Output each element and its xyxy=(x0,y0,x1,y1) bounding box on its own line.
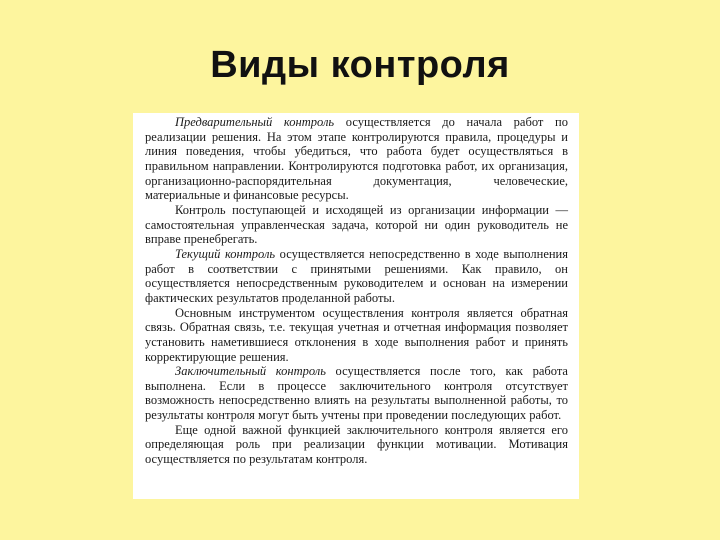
paragraph-preliminary-control xyxy=(145,115,568,203)
paragraph-text: Еще одной важной функцией заключительного контроля является его определяющая роль при реализации функции мотивации. Мотивация осуществляется по результатам контроля. xyxy=(145,422,568,467)
term-preliminary-control: Предварительный контроль xyxy=(175,115,335,129)
scanned-document-image xyxy=(133,113,579,499)
paragraph-text: Контроль поступающей и исходящей из организации информации — самостоятельная управленческая задача, которой ни один руководитель не вправе пренебрегать. xyxy=(145,202,568,247)
paragraph-current-control xyxy=(145,247,568,306)
paragraph-motivation xyxy=(145,423,568,467)
paragraph-feedback xyxy=(145,306,568,365)
slide-title: Виды контроля xyxy=(210,44,510,86)
paragraph-information-control xyxy=(145,203,568,247)
paragraph-text: Основным инструментом осуществления контроля является обратная связь. Обратная связь, т.е. текущая учетная и отчетная информация позволяет установить наметившиеся отклонения в ходе выполнения работ и принять корректирующие решения. xyxy=(145,305,568,364)
paragraph-text: осуществляется непосредственно в ходе выполнения работ в соответствии с принятыми решениями. Как правило, он осуществляется непосредственным руководителем и основан на измерении фактических результатов проделанной работы. xyxy=(145,246,568,305)
paragraph-text: осуществляется после того, как работа выполнена. Если в процессе заключительного контроля отсутствует возможность непосредственно влиять на результаты выполненной работы, то результаты контроля могут быть учтены при проведении последующих работ. xyxy=(145,364,568,423)
term-current-control: Текущий контроль xyxy=(175,246,276,261)
paragraph-final-control xyxy=(145,364,568,423)
term-final-control: Заключительный контроль xyxy=(175,364,326,379)
paragraph-text: осуществляется до начала работ по реализации решения. На этом этапе контролируются правила, процедуры и линия поведения, чтобы убедиться, что работа будет осуществляться в правильном направлении. Контролируются подготовка работ, их организация, организационно-распорядительная документация, человеческие, материальные и финансовые ресурсы. xyxy=(145,115,568,203)
